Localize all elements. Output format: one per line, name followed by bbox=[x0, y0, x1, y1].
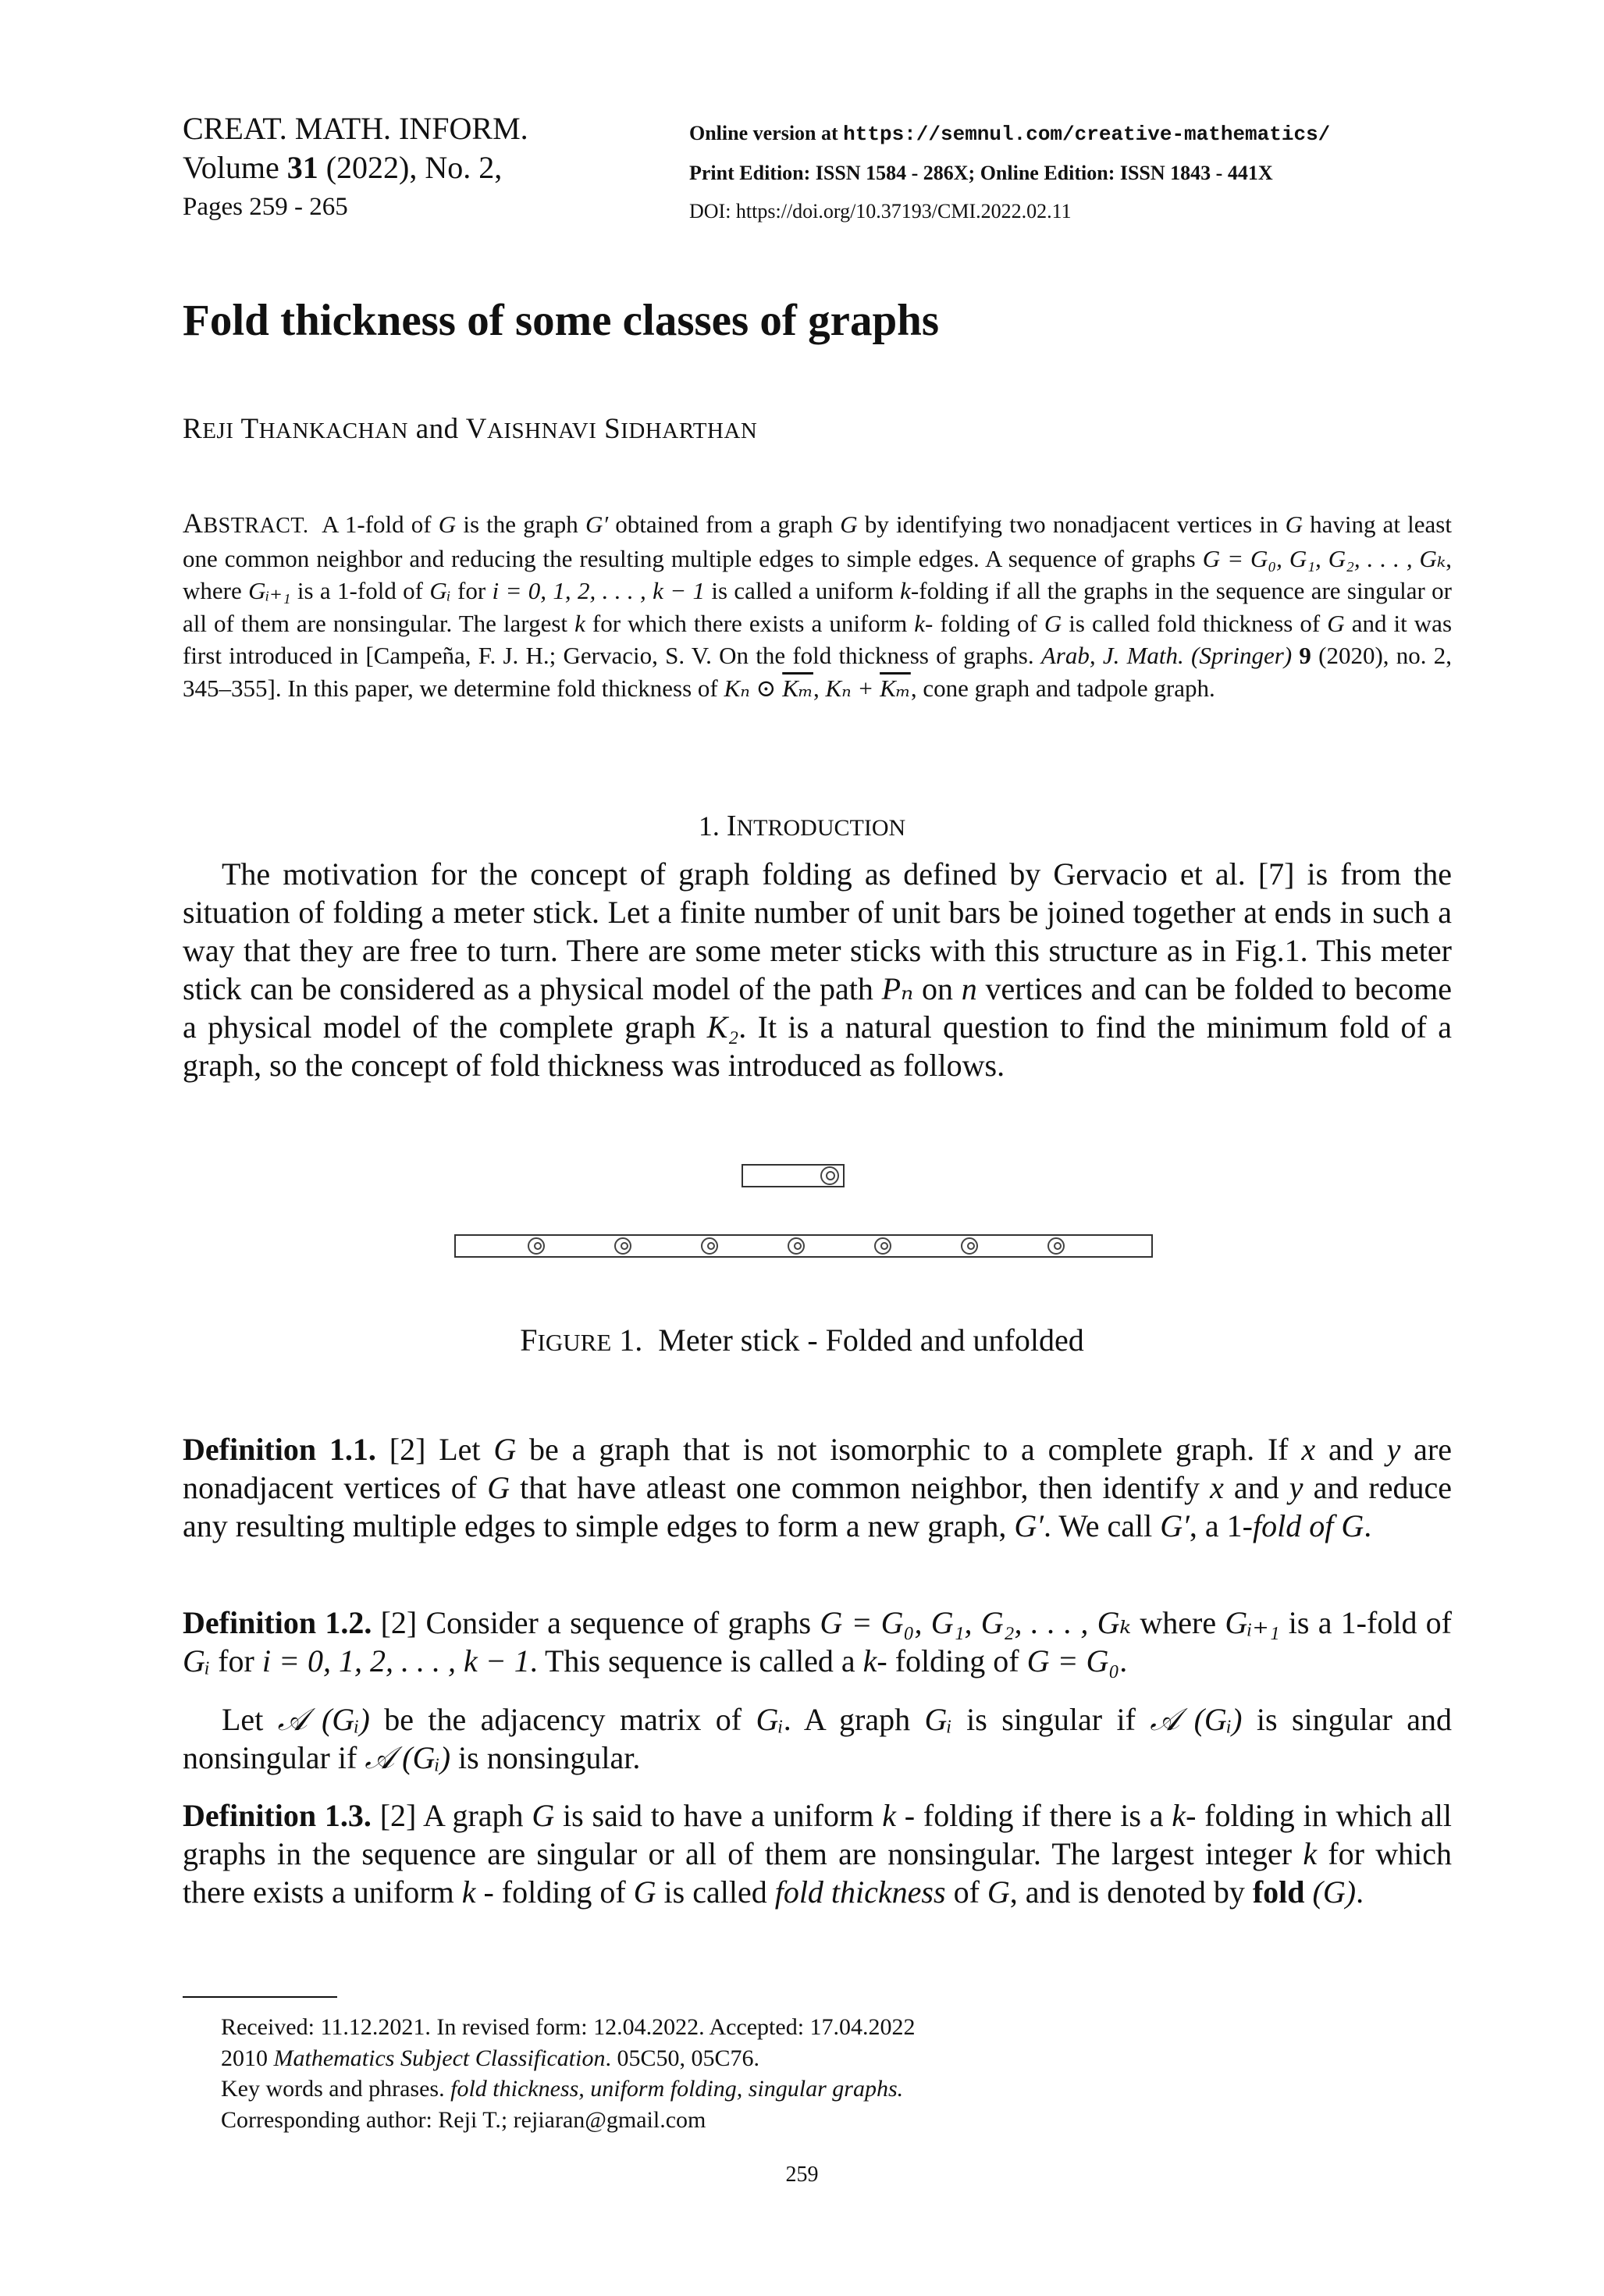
journal-header bbox=[183, 109, 528, 226]
msc-classification: 2010 Mathematics Subject Classification. 05C50, 05C76. bbox=[221, 2045, 759, 2071]
hinge-mark bbox=[615, 1238, 631, 1254]
page-number: 259 bbox=[785, 2163, 819, 2187]
hinge-mark bbox=[528, 1238, 544, 1254]
footnotes bbox=[221, 2012, 916, 2135]
pages-range: Pages 259 - 265 bbox=[183, 193, 348, 221]
hinge-mark bbox=[1048, 1238, 1064, 1254]
adjacency-paragraph: Let 𝒜 (Gᵢ) be the adjacency matrix of Gᵢ. A graph Gᵢ is singular if 𝒜 (Gᵢ) is singular and nonsingular if 𝒜 (Gᵢ) is nonsingular. bbox=[183, 1702, 1452, 1775]
hinge-mark bbox=[702, 1238, 717, 1254]
intro-paragraph: The motivation for the concept of graph folding as defined by Gervacio et al. [7] is from the situation of folding a meter stick. Let a finite number of unit bars be joined together at ends in such a way that they are free to turn. There are some meter sticks with this structure as in Fig.1. This meter stick can be considered as a physical model of the path Pₙ on n vertices and can be folded to become a physical model of the complete graph K₂. It is a natural question to find the minimum fold of a graph, so the concept of fold thickness was introduced as follows. bbox=[183, 856, 1453, 1083]
figure-caption: FIGURE 1. Meter stick - Folded and unfolded bbox=[520, 1322, 1084, 1358]
doi-line: DOI: https://doi.org/10.37193/CMI.2022.02.11 bbox=[689, 200, 1072, 222]
authors: REJI THANKACHAN and VAISHNAVI SIDHARTHAN bbox=[183, 413, 758, 445]
keywords: Key words and phrases. fold thickness, uniform folding, singular graphs. bbox=[221, 2076, 904, 2102]
corresponding-author: Corresponding author: Reji T.; rejiaran@gmail.com bbox=[221, 2106, 706, 2133]
abstract-heading: ABSTRACT. bbox=[183, 507, 309, 539]
hinge-mark bbox=[788, 1238, 804, 1254]
meter-stick-figure bbox=[449, 1163, 1159, 1273]
hinge-mark bbox=[875, 1238, 891, 1254]
definition-1-2: Definition 1.2. [2] Consider a sequence of graphs G = G₀, G₁, G₂, . . . , Gₖ where Gᵢ₊₁ is a 1-fold of Gᵢ for i = 0, 1, 2, . . . , k − 1. This sequence is called a k- folding of G = G₀. bbox=[183, 1605, 1452, 1678]
unfolded-stick bbox=[455, 1235, 1152, 1257]
footnote-rule bbox=[183, 1996, 337, 1998]
journal-name: CREAT. MATH. INFORM. bbox=[183, 111, 528, 146]
folded-hinge bbox=[821, 1167, 838, 1184]
paper-title: Fold thickness of some classes of graphs bbox=[183, 296, 940, 345]
hinge-mark bbox=[962, 1238, 977, 1254]
received-dates: Received: 11.12.2021. In revised form: 12.04.2022. Accepted: 17.04.2022 bbox=[221, 2014, 916, 2040]
edition-info bbox=[689, 114, 1330, 230]
abstract: ABSTRACT. A 1-fold of G is the graph G′ obtained from a graph G by identifying two nonadjacent vertices in G having at least one common neighbor and reducing the resulting multiple edges to simple edges. A sequence of graphs G = G₀, G₁, G₂, . . . , Gₖ, where Gᵢ₊₁ is a 1-fold of Gᵢ for i = 0, 1, 2, . . . , k − 1 is called a uniform k-folding if all the graphs in the sequence are singular or all of them are nonsingular. The largest k for which there exists a uniform k- folding of G is called fold thickness of G and it was first introduced in [Campeña, F. J. H.; Gervacio, S. V. On the fold thickness of graphs. Arab, J. Math. (Springer) 9 (2020), no. 2, 345–355]. In this paper, we determine fold thickness of Kₙ ⊙ $\overline{K_m}$, $K_n + \overline{K_m}$, cone graph and tadpole graph. bbox=[183, 507, 1453, 702]
folded-stick bbox=[742, 1165, 844, 1187]
issn-line: Print Edition: ISSN 1584 - 286X; Online Edition: ISSN 1843 - 441X bbox=[689, 162, 1273, 184]
section-heading-introduction: 1. INTRODUCTION bbox=[698, 810, 906, 842]
online-version: Online version at https://semnul.com/creative-mathematics/ bbox=[689, 122, 1331, 146]
definition-1-1: Definition 1.1. [2] Let G be a graph that is not isomorphic to a complete graph. If x and y are nonadjacent vertices of G that have atleast one common neighbor, then identify x and y and reduce any resulting multiple edges to simple edges to form a new graph, G′. We call G′, a 1-fold of G. bbox=[183, 1432, 1453, 1543]
volume-line: Volume 31 (2022), No. 2, bbox=[183, 150, 503, 185]
definition-1-3: Definition 1.3. [2] A graph G is said to have a uniform k - folding if there is a k- folding in which all graphs in the sequence are singular or all of them are nonsingular. The largest integer k for which there exists a uniform k - folding of G is called fold thickness of G, and is denoted by fold (G). bbox=[183, 1798, 1452, 1910]
online-url-link[interactable]: https://semnul.com/creative-mathematics/ bbox=[843, 123, 1331, 146]
